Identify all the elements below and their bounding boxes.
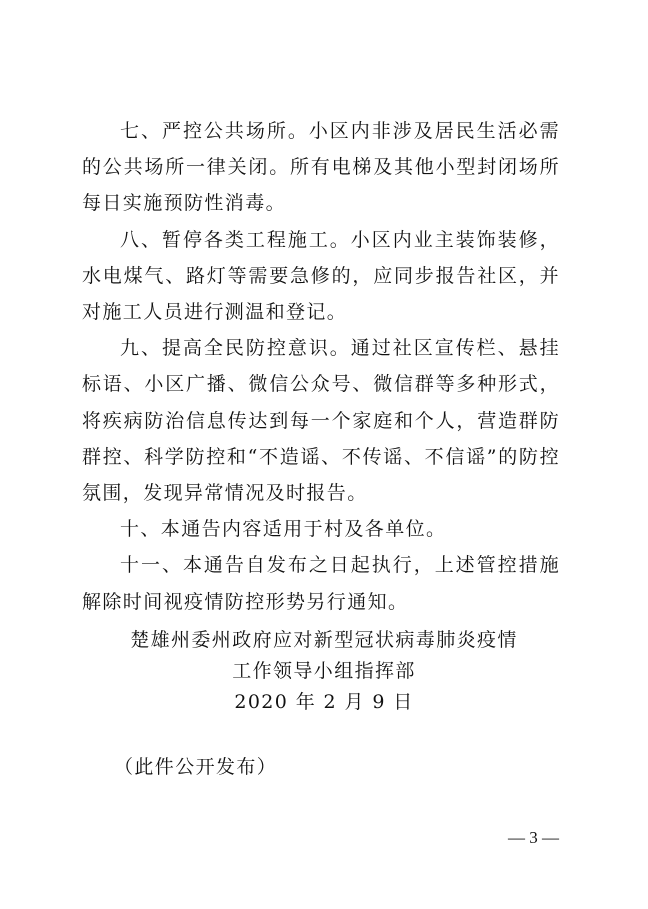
- paragraph-item-8: 八、暂停各类工程施工。小区内业主装饰装修，水电煤气、路灯等需要急修的，应同步报告社区，并对施工人员进行测温和登记。: [82, 228, 560, 324]
- paragraph-item-11: 十一、本通告自发布之日起执行，上述管控措施解除时间视疫情防控形势另行通知。: [82, 554, 560, 613]
- paragraph-item-10: 十、本通告内容适用于村及各单位。: [120, 518, 447, 541]
- paragraph-item-7: 七、严控公共场所。小区内非涉及居民生活必需的公共场所一律关闭。所有电梯及其他小型封闭场所每日实施预防性消毒。: [82, 120, 560, 215]
- notice-body: [82, 113, 560, 620]
- page-number: — 3 —: [508, 828, 559, 847]
- signature-date: 2020 年 2 月 9 日: [234, 691, 414, 713]
- signature-organization: 楚雄州委州政府应对新型冠状病毒肺炎疫情: [130, 629, 518, 651]
- signature-unit: 工作领导小组指挥部: [232, 660, 416, 682]
- release-note: （此件公开发布）: [114, 756, 278, 778]
- paragraph-item-9: 九、提高全民防控意识。通过社区宣传栏、悬挂标语、小区广播、微信公众号、微信群等多种形式，将疾病防治信息传达到每一个家庭和个人，营造群防群控、科学防控和“不造谣、不传谣、不信谣”的防控氛围，发现异常情况及时报告。: [82, 337, 560, 505]
